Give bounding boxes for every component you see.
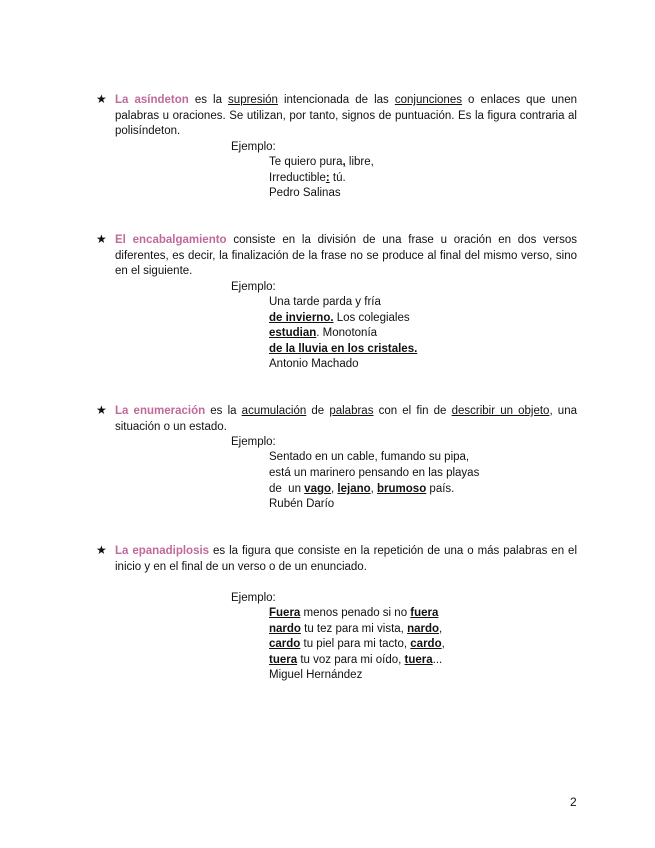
verse-line: nardo tu tez para mi vista, nardo, bbox=[269, 623, 443, 635]
verse-line: tuera tu voz para mi oído, tuera... bbox=[269, 654, 443, 666]
underlined-word: conjunciones bbox=[394, 94, 462, 106]
section-enumeracion bbox=[96, 403, 577, 510]
verse-author: Pedro Salinas bbox=[269, 187, 341, 199]
definition-text: intencionada de las bbox=[277, 94, 395, 106]
example-label: Ejemplo: bbox=[231, 592, 276, 604]
verse-line: Sentado en un cable, fumando su pipa, bbox=[269, 451, 470, 463]
verse-line: Fuera menos penado si no fuera bbox=[269, 607, 439, 619]
definition-text: es la bbox=[188, 94, 229, 106]
star-bullet-icon: ★ bbox=[96, 543, 107, 557]
page-number: 2 bbox=[570, 795, 577, 809]
definition-encabalgamiento bbox=[96, 233, 577, 280]
verse-line: de la lluvia en los cristales. bbox=[269, 343, 418, 355]
definition-enumeracion: ★ La enumeración es la acumulación de palabras con el fin de describir un objeto, una situación o un estado. bbox=[96, 403, 577, 433]
underlined-word: supresión bbox=[228, 94, 278, 106]
term-encabalgamiento: El encabalgamiento bbox=[115, 234, 227, 246]
star-bullet-icon: ★ bbox=[96, 92, 107, 106]
verse-line: Te quiero pura, libre, bbox=[269, 156, 374, 168]
verse-line: está un marinero pensando en las playas bbox=[269, 467, 480, 479]
verse-line: Irreductible: tú. bbox=[269, 172, 346, 184]
definition-text: es la figura que consiste en la repetición de una o más palabras en el inicio y en el final de un verso o de un enunciado. bbox=[115, 545, 577, 573]
term-enumeracion: La enumeración bbox=[115, 405, 206, 417]
verse-line: Una tarde parda y fría bbox=[269, 296, 381, 308]
example-label: Ejemplo: bbox=[231, 281, 276, 293]
definition-text: consiste en la división de una frase u oración en dos versos diferentes, es decir, la finalización de la frase no se produce al final del mismo verso, sino en el siguiente. bbox=[115, 234, 577, 277]
definition-epanadiplosis bbox=[96, 544, 577, 575]
section-encabalgamiento bbox=[96, 232, 577, 370]
verse-author: Rubén Darío bbox=[269, 498, 335, 510]
verse-line: cardo tu piel para mi tacto, cardo, bbox=[269, 638, 445, 650]
verse-author: Miguel Hernández bbox=[269, 669, 363, 681]
definition-text: o enlaces que unen palabras u oraciones. Se utilizan, por tanto, signos de puntuación. Es la figura contraria al polisíndeton. bbox=[115, 94, 577, 137]
example-label: Ejemplo: bbox=[231, 141, 276, 153]
example-label: Ejemplo: bbox=[231, 436, 276, 448]
section-asindeton bbox=[96, 92, 577, 199]
term-epanadiplosis: La epanadiplosis bbox=[115, 545, 210, 557]
verse-author: Antonio Machado bbox=[269, 358, 359, 370]
verse-line: de un vago, lejano, brumoso país. bbox=[269, 483, 455, 495]
verse-line: de invierno. Los colegiales bbox=[269, 312, 410, 324]
star-bullet-icon: ★ bbox=[96, 403, 107, 417]
section-epanadiplosis bbox=[96, 543, 577, 681]
star-bullet-icon: ★ bbox=[96, 232, 107, 246]
definition-asindeton bbox=[96, 93, 577, 140]
term-asindeton: La asíndeton bbox=[115, 94, 189, 106]
verse-line: estudian. Monotonía bbox=[269, 327, 378, 339]
